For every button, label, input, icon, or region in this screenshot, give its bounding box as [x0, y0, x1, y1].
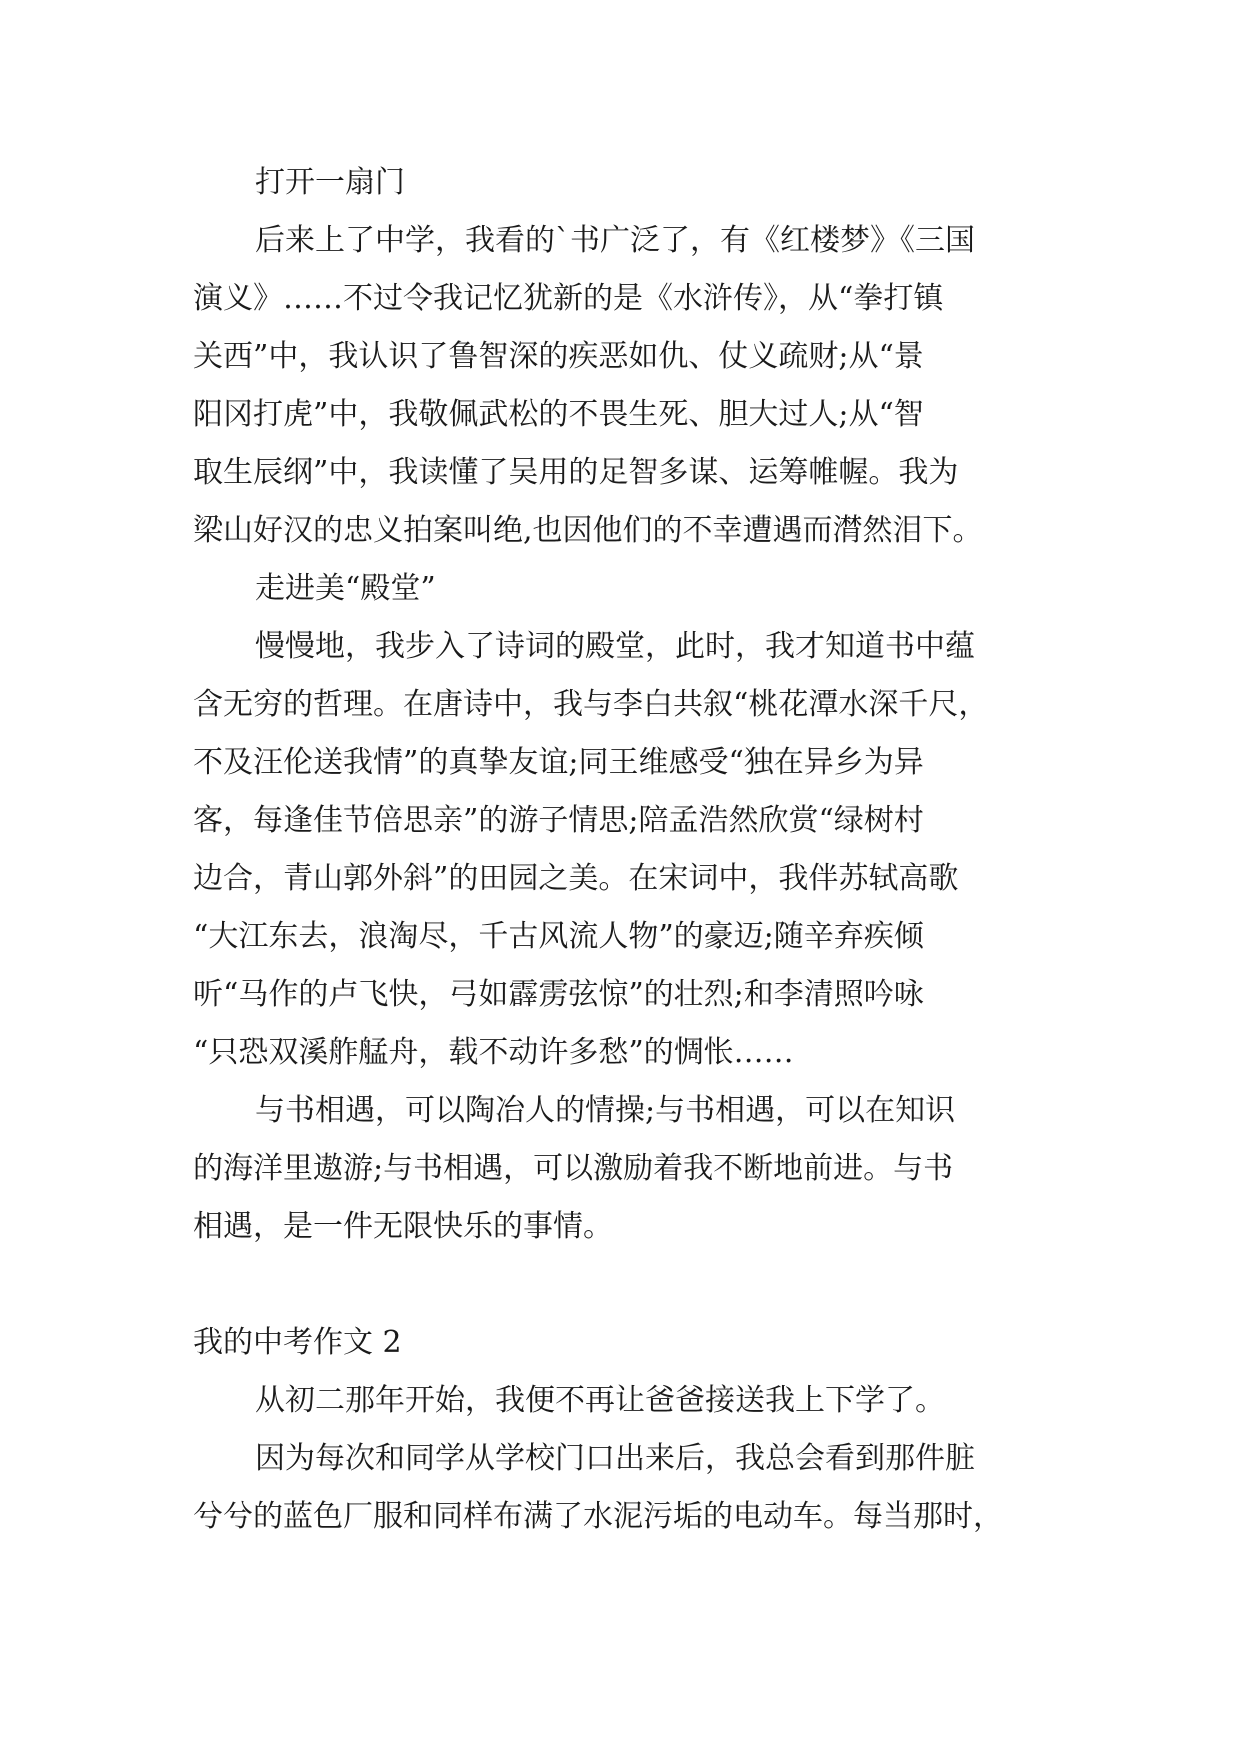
- blank-spacer: [193, 1256, 1053, 1314]
- paragraph-line: 的海洋里遨游;与书相遇，可以激励着我不断地前进。与书: [193, 1151, 954, 1186]
- paragraph-line: 兮兮的蓝色厂服和同样布满了水泥污垢的电动车。每当那时，: [193, 1499, 1003, 1534]
- section-heading-beauty-hall: 走进美“殿堂”: [255, 571, 436, 606]
- paragraph-line: 梁山好汉的忠义拍案叫绝,也因他们的不幸遭遇而潸然泪下。: [193, 513, 983, 548]
- paragraph-line: “大江东去，浪淘尽，千古风流人物”的豪迈;随辛弃疾倾: [193, 919, 924, 954]
- paragraph-line: 因为每次和同学从学校门口出来后，我总会看到那件脏: [255, 1441, 975, 1476]
- document-body: [193, 154, 1053, 1546]
- paragraph-line: 后来上了中学，我看的`书广泛了，有《红楼梦》《三国: [255, 223, 975, 258]
- paragraph-line: 不及汪伦送我情”的真挚友谊;同王维感受“独在异乡为异: [193, 745, 924, 780]
- section-heading-open-a-door: 打开一扇门: [255, 165, 405, 200]
- paragraph-line: 关西”中，我认识了鲁智深的疾恶如仇、仗义疏财;从“景: [193, 339, 924, 374]
- paragraph-line: 听“马作的卢飞快，弓如霹雳弦惊”的壮烈;和李清照吟咏: [193, 977, 924, 1012]
- paragraph-line: 相遇，是一件无限快乐的事情。: [193, 1209, 613, 1244]
- paragraph-line: 慢慢地，我步入了诗词的殿堂，此时，我才知道书中蕴: [255, 629, 975, 664]
- paragraph-line: 阳冈打虎”中，我敬佩武松的不畏生死、胆大过人;从“智: [193, 397, 924, 432]
- paragraph-line: 含无穷的哲理。在唐诗中，我与李白共叙“桃花潭水深千尺，: [193, 687, 989, 722]
- paragraph-line: 与书相遇，可以陶冶人的情操;与书相遇，可以在知识: [255, 1093, 956, 1128]
- paragraph-line: 取生辰纲”中，我读懂了吴用的足智多谋、运筹帷幄。我为: [193, 455, 959, 490]
- paragraph-line: 从初二那年开始，我便不再让爸爸接送我上下学了。: [255, 1383, 945, 1418]
- paragraph-line: “只恐双溪舴艋舟，载不动许多愁”的惆怅……: [193, 1035, 794, 1070]
- paragraph-line: 演义》……不过令我记忆犹新的是《水浒传》，从“拳打镇: [193, 281, 944, 316]
- paragraph-line: 客，每逢佳节倍思亲”的游子情思;陪孟浩然欣赏“绿树村: [193, 803, 924, 838]
- paragraph-line: 边合，青山郭外斜”的田园之美。在宋词中，我伴苏轼高歌: [193, 861, 959, 896]
- essay-title: 我的中考作文 2: [193, 1325, 402, 1360]
